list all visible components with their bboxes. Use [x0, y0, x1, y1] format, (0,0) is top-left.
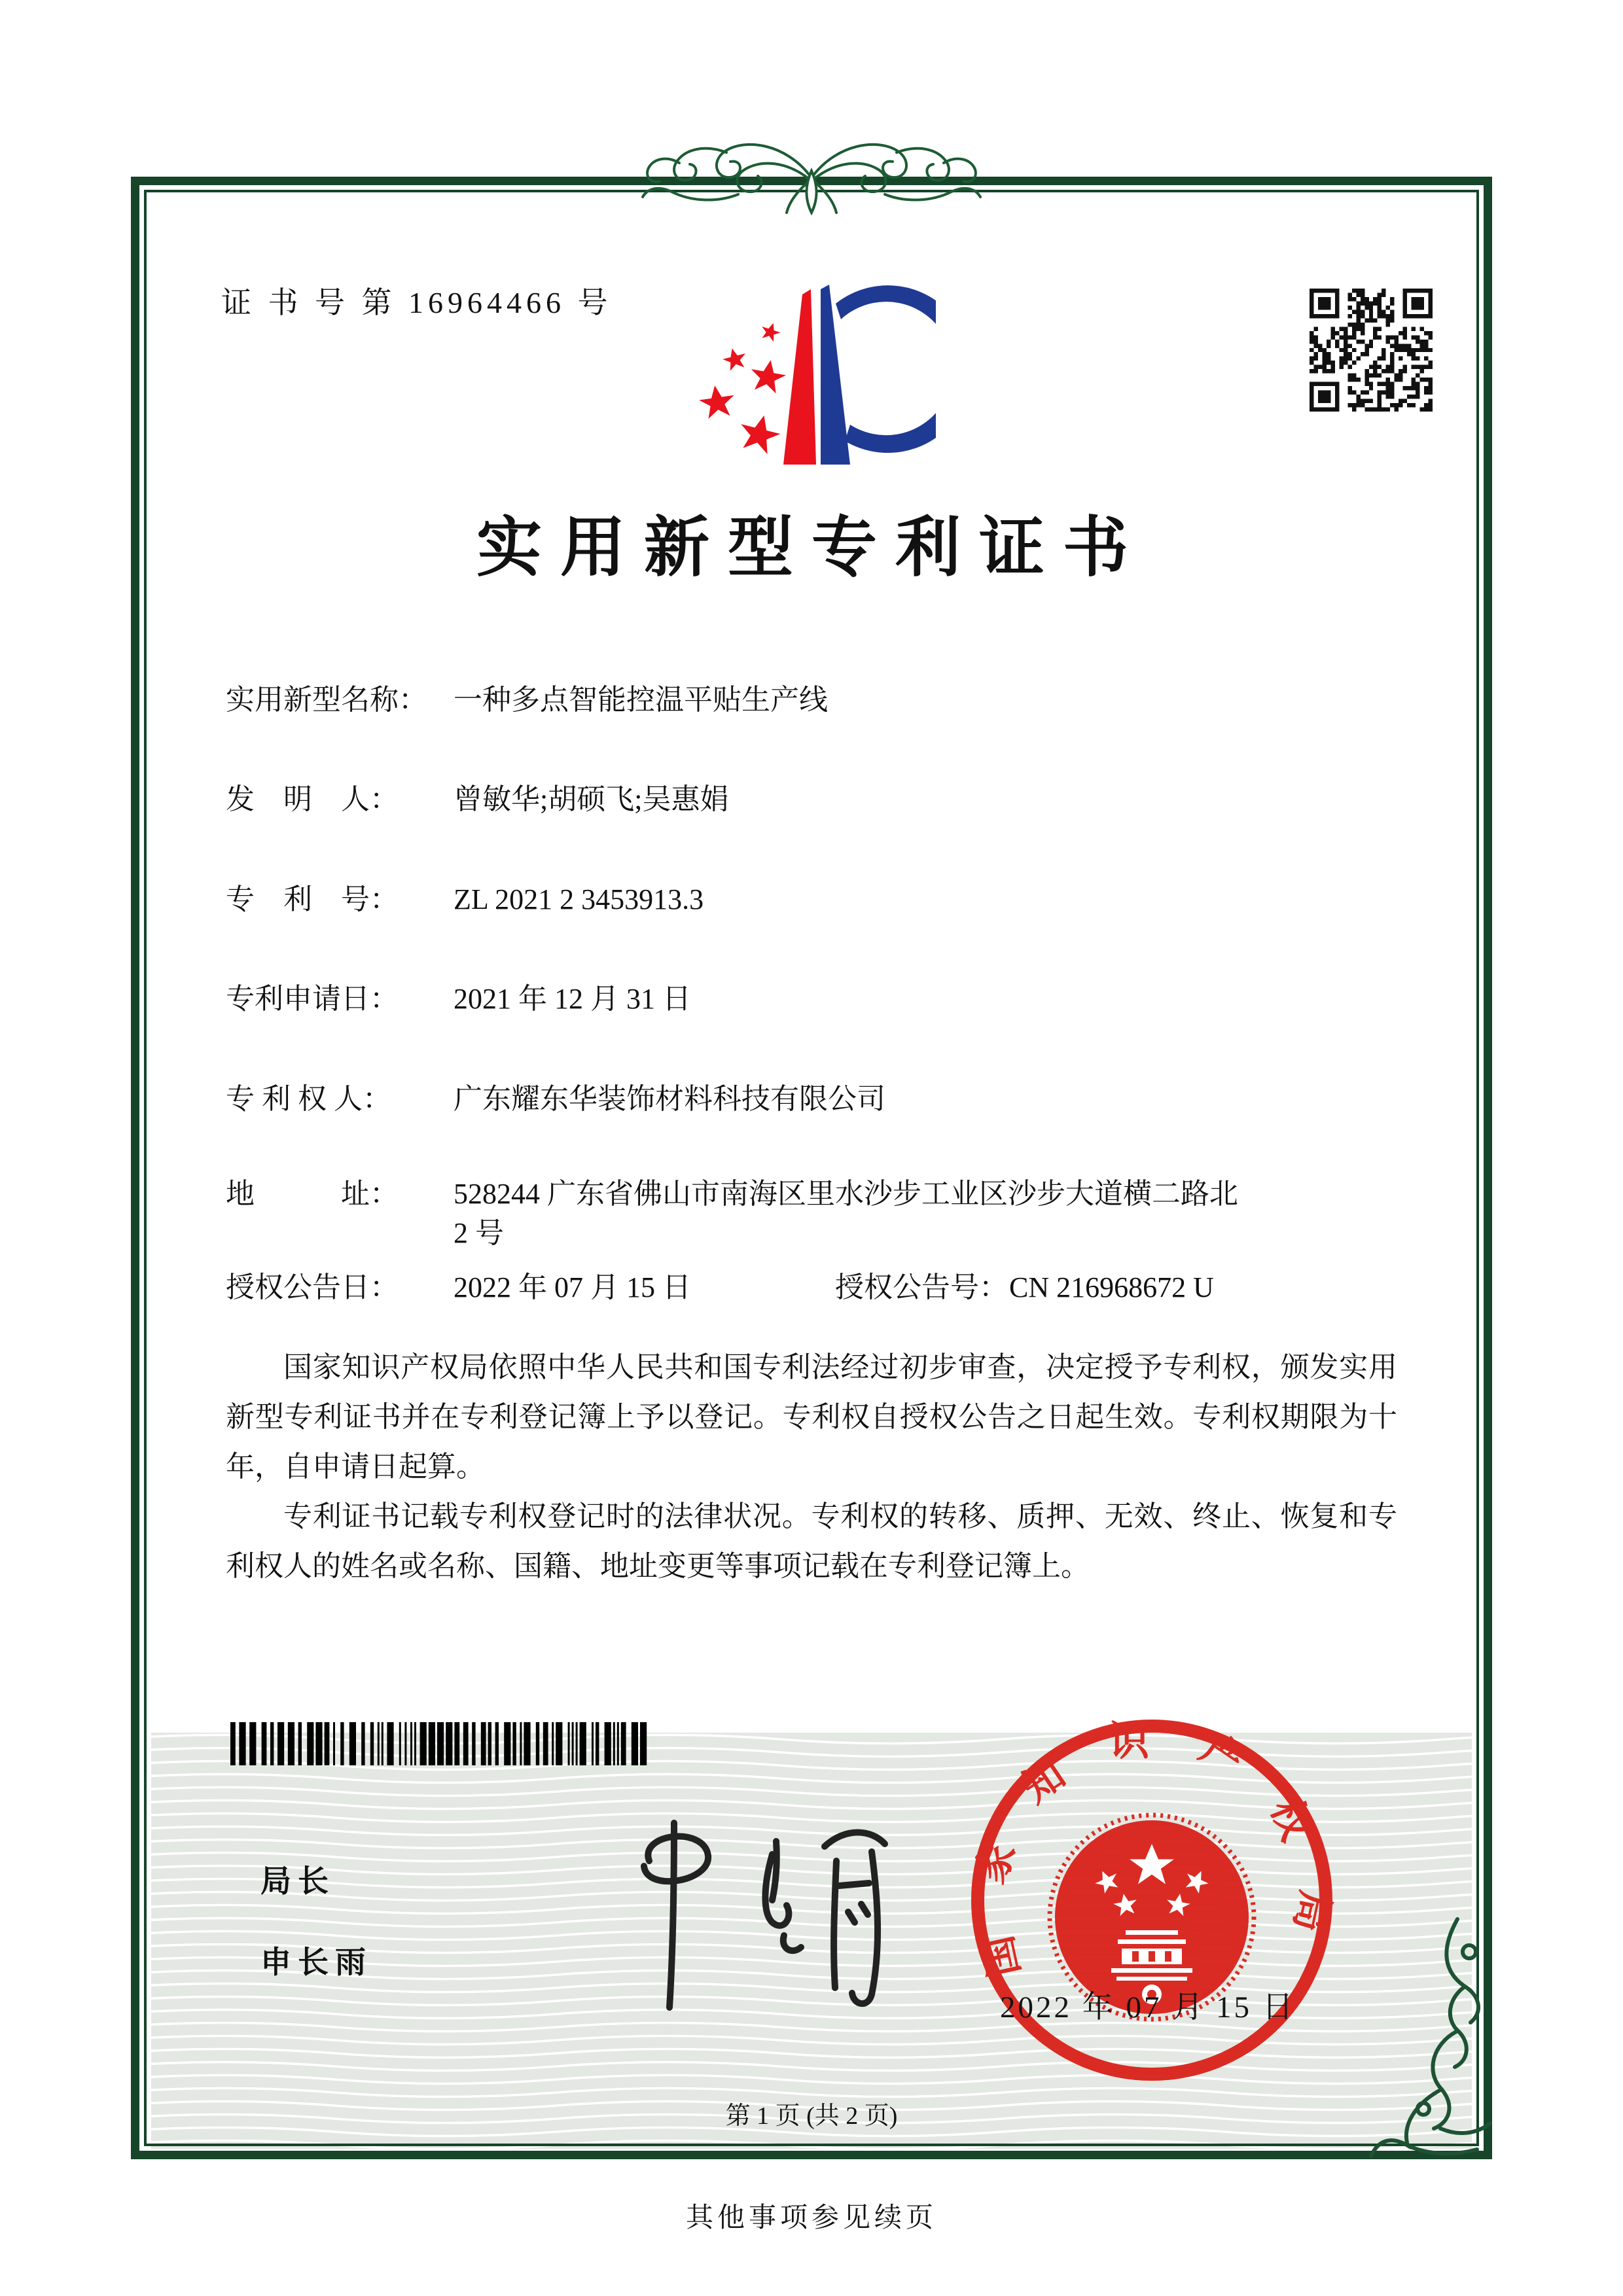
field-row-filing-date: [226, 980, 691, 1019]
field-label: 发 明 人：: [226, 783, 399, 815]
top-flourish-ornament-icon: [640, 133, 983, 224]
field-value: CN 216968672 U: [1009, 1271, 1214, 1303]
signer-title: 局长: [260, 1865, 335, 1899]
cnipa-patent-logo-icon: [674, 247, 936, 473]
field-row-inventors: [226, 780, 728, 819]
field-value: ZL 2021 2 3453913.3: [454, 883, 704, 915]
seal-ring-text: 国家知识产权局: [966, 1719, 1338, 1981]
handwritten-signature: [576, 1784, 929, 2045]
page-number: 第 1 页 (共 2 页): [725, 2102, 898, 2130]
field-value: 一种多点智能控温平贴生产线: [454, 684, 828, 716]
qr-code: [1310, 289, 1433, 412]
field-row-grant-date: [226, 1268, 691, 1307]
field-value: 2021 年 12 月 31 日: [454, 983, 691, 1015]
certificate-title: 实用新型专利证书: [476, 512, 1147, 584]
legal-body-text: [226, 1343, 1397, 1591]
field-value: 2022 年 07 月 15 日: [454, 1271, 691, 1303]
field-row-patent-number: [226, 880, 704, 919]
field-label: 授权公告号：: [835, 1271, 1008, 1303]
signer-name: 申长雨: [260, 1946, 372, 1980]
field-value: 528244 广东省佛山市南海区里水沙步工业区沙步大道横二路北 2 号: [454, 1178, 1245, 1249]
field-row-address: [226, 1174, 1255, 1253]
field-value: 广东耀东华装饰材料科技有限公司: [454, 1083, 885, 1115]
cnipa-official-seal: [961, 1709, 1344, 2092]
corner-flourish-ornament-icon: [1364, 1914, 1495, 2176]
field-value: 曾敏华;胡硕飞;吴惠娟: [454, 783, 729, 815]
barcode: [230, 1722, 649, 1765]
field-label: 专利申请日：: [226, 983, 399, 1015]
seal-date: 2022 年 07 月 15 日: [1000, 1990, 1296, 2024]
certificate-number: 证 书 号 第 16964466 号: [221, 286, 613, 319]
legal-paragraph-2: 专利证书记载专利权登记时的法律状况。专利权的转移、质押、无效、终止、恢复和专利权人的姓名或名称、国籍、地址变更等事项记载在专利登记簿上。: [226, 1500, 1397, 1582]
field-label: 地 址：: [226, 1178, 399, 1210]
legal-paragraph-1: 国家知识产权局依照中华人民共和国专利法经过初步审查，决定授予专利权，颁发实用新型专利证书并在专利登记簿上予以登记。专利权自授权公告之日起生效。专利权期限为十年，自申请日起算。: [226, 1351, 1397, 1483]
field-row-utility-model-name: [226, 680, 828, 720]
field-row-patentee: [226, 1080, 885, 1119]
continuation-note: 其他事项参见续页: [685, 2203, 937, 2233]
field-label: 授权公告日：: [226, 1271, 399, 1303]
field-label: 专 利 权 人：: [226, 1083, 391, 1115]
field-label: 实用新型名称：: [226, 684, 427, 716]
field-label: 专 利 号：: [226, 883, 399, 915]
field-row-grant-number: [835, 1268, 1214, 1307]
